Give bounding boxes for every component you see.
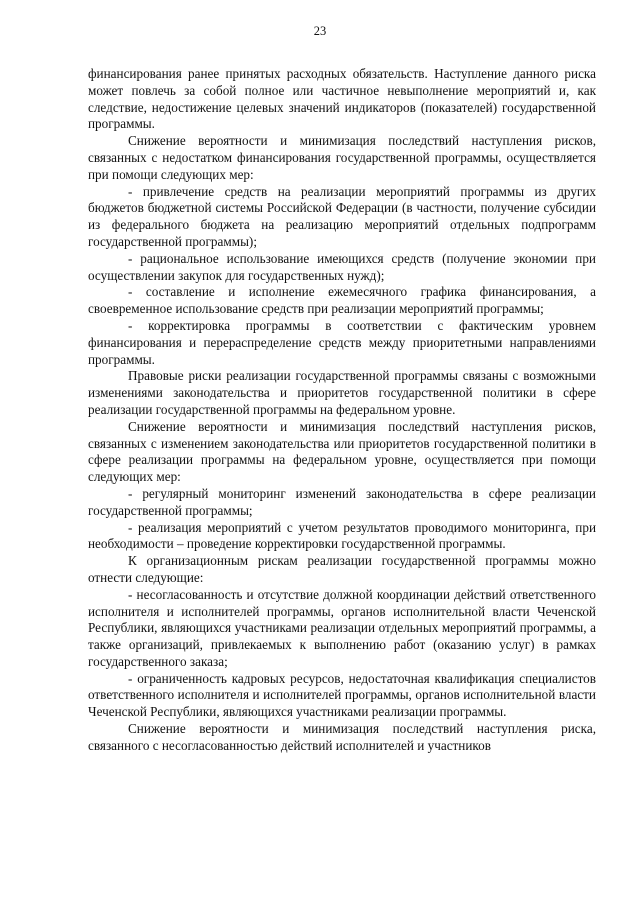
list-item: - регулярный мониторинг изменений законодательства в сфере реализации государственной программы;: [88, 485, 596, 518]
list-item: - рациональное использование имеющихся средств (получение экономии при осуществлении закупок для государственных нужд);: [88, 250, 596, 283]
list-item: - привлечение средств на реализации мероприятий программы из других бюджетов бюджетной системы Российской Федерации (в частности, получение субсидии из федерального бюджета на реализацию мероприятий отдельных подпрограмм государственной программы);: [88, 183, 596, 249]
page-number: 23: [313, 24, 327, 38]
paragraph: Снижение вероятности и минимизация последствий наступления рисков, связанных с недостатком финансирования государственной программы, осуществляется при помощи следующих мер:: [88, 133, 596, 182]
list-item: - реализация мероприятий с учетом результатов проводимого мониторинга, при необходимости – проведение корректировки государственной программы.: [88, 519, 596, 552]
paragraph: финансирования ранее принятых расходных обязательств. Наступление данного риска может повлечь за собой полное или частичное невыполнение мероприятий и, как следствие, недостижение целевых значений индикаторов (показателей) государственной программы.: [88, 66, 596, 132]
paragraph: Снижение вероятности и минимизация последствий наступления рисков, связанных с изменением законодательства или приоритетов государственной политики в сфере реализации программы на федеральном уровне, осуществляется при помощи следующих мер:: [88, 418, 596, 485]
paragraph: Правовые риски реализации государственной программы связаны с возможными изменениями законодательства и приоритетов государственной политики в сфере реализации государственной программы на федеральном уровне.: [88, 368, 596, 417]
list-item: - составление и исполнение ежемесячного графика финансирования, а своевременное использование средств при реализации мероприятий программы;: [88, 284, 596, 317]
list-item: - корректировка программы в соответствии с фактическим уровнем финансирования и перераспределение средств между приоритетными направлениями программы.: [88, 317, 596, 367]
paragraph: К организационным рискам реализации государственной программы можно отнести следующие:: [88, 553, 596, 585]
body-text: [88, 66, 596, 755]
list-item: - ограниченность кадровых ресурсов, недостаточная квалификация специалистов ответственного исполнителя и исполнителей программы, органов исполнительной власти Чеченской Республики, являющихся участниками реализации программы.: [88, 670, 596, 720]
list-item: - несогласованность и отсутствие должной координации действий ответственного исполнителя и исполнителей программы, органов исполнительной власти Чеченской Республики, являющихся участниками реализации отдельных мероприятий программы, а также организаций, привлекаемых к выполнению работ (оказанию услуг) в рамках государственного заказа;: [88, 586, 596, 669]
paragraph: Снижение вероятности и минимизация последствий наступления риска, связанного с несогласованностью действий исполнителей и участников: [88, 721, 596, 753]
